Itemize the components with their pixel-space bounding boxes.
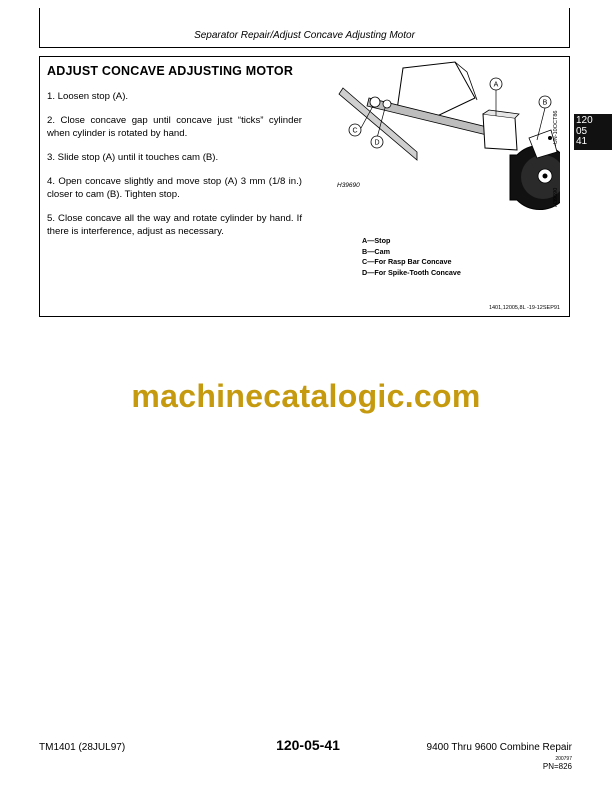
figure-image-code: H39690: [553, 187, 559, 207]
watermark: machinecatalogic.com: [131, 378, 481, 414]
footer-date-code: 200797: [555, 756, 572, 762]
callout-b: B: [542, 99, 548, 107]
concave-motor-illustration: [305, 60, 560, 235]
step-4: 4. Open concave slightly and move stop (A) 3 mm (1/8 in.) closer to cam (B). Tighten stop.: [47, 176, 302, 200]
figure-reference-code: 1401,12005,8L -19-12SEP91: [488, 305, 560, 311]
callout-a: A: [493, 81, 499, 89]
page-header-title: Separator Repair/Adjust Concave Adjusting Motor: [194, 30, 415, 41]
section-tab: [574, 114, 612, 150]
section-tab-page: 41: [576, 136, 588, 147]
procedure-steps: [47, 90, 302, 249]
footer-manual-id: TM1401 (28JUL97): [39, 742, 126, 753]
section-tab-group: 120: [576, 115, 593, 126]
section-title: ADJUST CONCAVE ADJUSTING MOTOR: [47, 64, 294, 78]
step-2: 2. Close concave gap until concave just “ticks” cylinder when cylinder is rotated by hand.: [47, 115, 302, 139]
step-1: 1. Loosen stop (A).: [47, 91, 129, 102]
legend-item-d: D—For Spike-Tooth Concave: [362, 267, 461, 277]
step-3: 3. Slide stop (A) until it touches cam (B).: [47, 152, 219, 163]
step-5: 5. Close concave all the way and rotate cylinder by hand. If there is interference, adjust as necessary.: [47, 213, 302, 237]
legend-item-a: A—Stop: [362, 236, 391, 245]
legend-item-b: B—Cam: [362, 246, 390, 256]
header-rule-left: [39, 8, 40, 48]
footer-pn: PN=826: [542, 762, 572, 771]
footer-page-number: 120-05-41: [276, 737, 340, 753]
footer-manual-title: 9400 Thru 9600 Combine Repair: [426, 742, 572, 753]
figure-side-code: -UN-10OCT86: [553, 110, 559, 146]
callout-d: D: [374, 139, 380, 147]
legend-item-c: C—For Rasp Bar Concave: [362, 257, 452, 266]
section-tab-section: 05: [576, 125, 588, 137]
sketch-number: H39690: [337, 182, 360, 189]
figure-legend: [362, 236, 461, 278]
callout-c: C: [352, 127, 358, 135]
header-divider: [39, 47, 570, 48]
header-rule-right: [569, 8, 570, 48]
